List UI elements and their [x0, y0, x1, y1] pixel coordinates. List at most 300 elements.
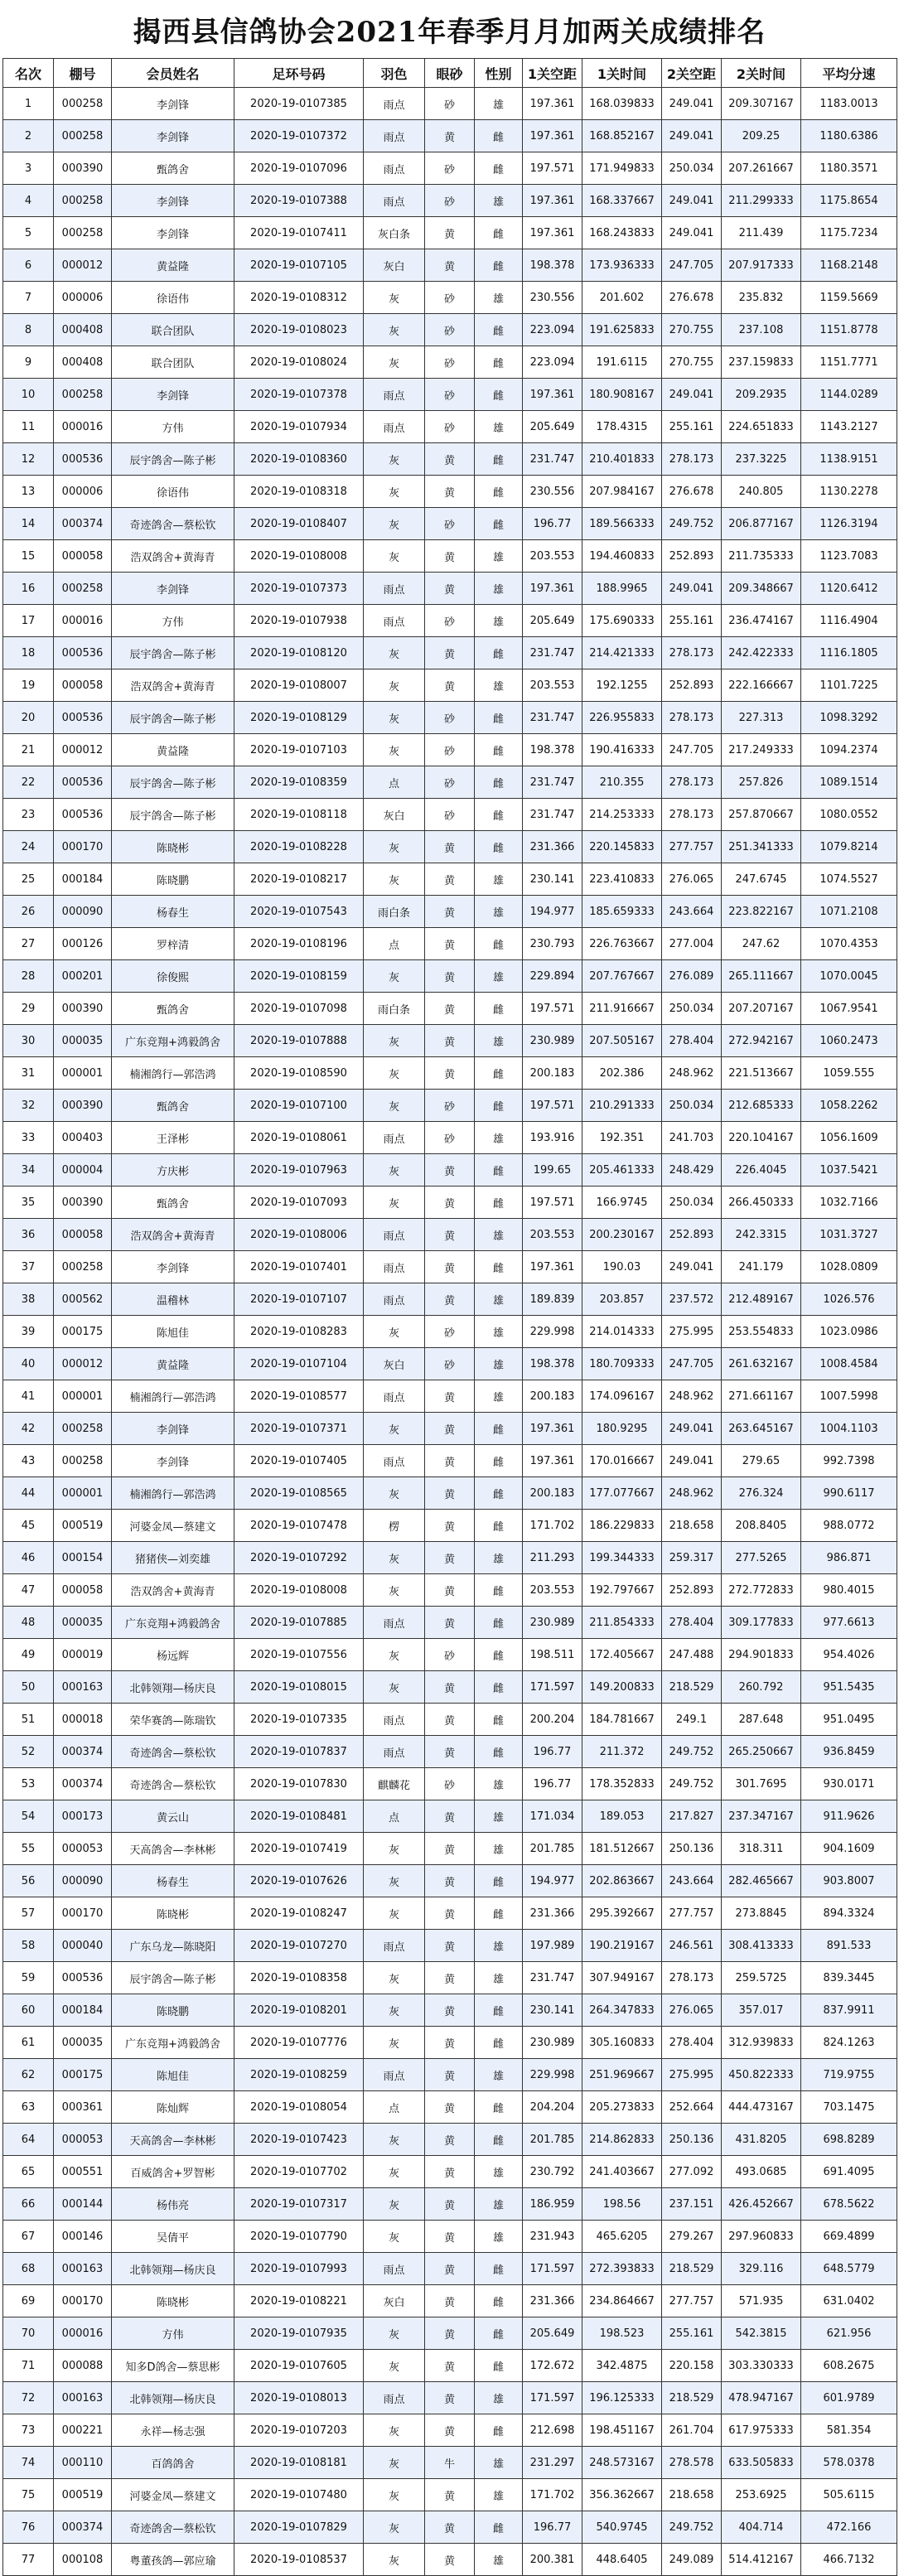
member-name-cell: 杨伟亮 [112, 2188, 234, 2221]
leg1-time-cell: 198.56 [582, 2188, 662, 2221]
ring-number-cell: 2020-19-0108196 [234, 928, 364, 960]
rank-cell: 42 [3, 1413, 54, 1445]
leg1-time-cell: 178.352833 [582, 1768, 662, 1800]
sex-cell: 雌 [475, 1607, 523, 1639]
color-cell: 灰白 [364, 799, 425, 831]
avg-speed-cell: 977.6613 [801, 1607, 897, 1639]
avg-speed-cell: 578.0378 [801, 2447, 897, 2479]
leg2-distance-cell: 278.404 [662, 1607, 722, 1639]
sex-cell: 雌 [475, 1639, 523, 1671]
leg1-time-cell: 210.401833 [582, 443, 662, 476]
loft-cell: 000390 [54, 152, 112, 185]
ring-number-cell: 2020-19-0108118 [234, 799, 364, 831]
rank-cell: 74 [3, 2447, 54, 2479]
table-row [3, 734, 897, 766]
ring-number-cell: 2020-19-0108008 [234, 540, 364, 573]
eye-cell: 黄 [425, 2124, 475, 2156]
leg2-time-cell: 259.5725 [722, 1962, 801, 1994]
leg2-time-cell: 235.832 [722, 282, 801, 314]
loft-cell: 000144 [54, 2188, 112, 2221]
ring-number-cell: 2020-19-0107605 [234, 2350, 364, 2382]
rank-cell: 27 [3, 928, 54, 960]
leg2-distance-cell: 248.962 [662, 1057, 722, 1090]
member-name-cell: 粤董孩鸽—郭应瑜 [112, 2544, 234, 2576]
rank-cell: 73 [3, 2414, 54, 2447]
ring-number-cell: 2020-19-0108007 [234, 669, 364, 702]
color-cell: 灰 [364, 2447, 425, 2479]
table-row [3, 2027, 897, 2059]
ring-number-cell: 2020-19-0108054 [234, 2091, 364, 2124]
sex-cell: 雄 [475, 2221, 523, 2253]
ring-number-cell: 2020-19-0107935 [234, 2317, 364, 2350]
rank-cell: 70 [3, 2317, 54, 2350]
rank-cell: 8 [3, 314, 54, 346]
eye-cell: 砂 [425, 1639, 475, 1671]
loft-cell: 000006 [54, 476, 112, 508]
leg2-distance-cell: 249.752 [662, 1768, 722, 1800]
member-name-cell: 李剑锋 [112, 1251, 234, 1283]
color-cell: 雨点 [364, 1380, 425, 1413]
rank-cell: 57 [3, 1897, 54, 1930]
member-name-cell: 辰宇鸽舍—陈子彬 [112, 702, 234, 734]
color-cell: 灰 [364, 1994, 425, 2027]
color-cell: 雨点 [364, 2059, 425, 2091]
loft-cell: 000390 [54, 1187, 112, 1219]
leg2-time-cell: 276.324 [722, 1477, 801, 1510]
sex-cell: 雌 [475, 508, 523, 540]
leg2-distance-cell: 250.034 [662, 1090, 722, 1122]
leg2-time-cell: 312.939833 [722, 2027, 801, 2059]
color-cell: 灰 [364, 1865, 425, 1897]
loft-cell: 000163 [54, 1671, 112, 1704]
leg1-distance-cell: 197.361 [523, 573, 582, 605]
table-row [3, 1607, 897, 1639]
rank-cell: 40 [3, 1348, 54, 1380]
sex-cell: 雌 [475, 2317, 523, 2350]
loft-cell: 000001 [54, 1057, 112, 1090]
leg2-distance-cell: 218.529 [662, 2253, 722, 2285]
leg1-time-cell: 465.6205 [582, 2221, 662, 2253]
rank-cell: 10 [3, 379, 54, 411]
rank-cell: 4 [3, 185, 54, 217]
ring-number-cell: 2020-19-0107829 [234, 2511, 364, 2544]
leg2-time-cell: 271.661167 [722, 1380, 801, 1413]
loft-cell: 000258 [54, 120, 112, 152]
leg2-time-cell: 220.104167 [722, 1122, 801, 1154]
ring-number-cell: 2020-19-0108217 [234, 863, 364, 896]
color-cell: 灰 [364, 2156, 425, 2188]
avg-speed-cell: 505.6115 [801, 2479, 897, 2511]
sex-cell: 雌 [475, 2414, 523, 2447]
avg-speed-cell: 824.1263 [801, 2027, 897, 2059]
eye-cell: 黄 [425, 2253, 475, 2285]
leg2-distance-cell: 252.893 [662, 669, 722, 702]
leg1-distance-cell: 205.649 [523, 2317, 582, 2350]
eye-cell: 黄 [425, 1187, 475, 1219]
leg1-time-cell: 202.386 [582, 1057, 662, 1090]
leg1-distance-cell: 230.141 [523, 863, 582, 896]
color-cell: 灰 [364, 2350, 425, 2382]
rank-cell: 30 [3, 1025, 54, 1057]
ring-number-cell: 2020-19-0107098 [234, 993, 364, 1025]
leg2-time-cell: 303.330333 [722, 2350, 801, 2382]
column-header: 足环号码 [234, 59, 364, 88]
member-name-cell: 浩双鸽舍+黄海青 [112, 669, 234, 702]
leg1-distance-cell: 223.094 [523, 346, 582, 379]
loft-cell: 000361 [54, 2091, 112, 2124]
eye-cell: 黄 [425, 2479, 475, 2511]
member-name-cell: 李剑锋 [112, 1413, 234, 1445]
ring-number-cell: 2020-19-0107411 [234, 217, 364, 249]
sex-cell: 雄 [475, 669, 523, 702]
member-name-cell: 广东竞翔+鸿毅鸽舍 [112, 1025, 234, 1057]
sex-cell: 雌 [475, 637, 523, 669]
table-row [3, 1187, 897, 1219]
member-name-cell: 楠湘鸽行—郭浩鸿 [112, 1380, 234, 1413]
avg-speed-cell: 1079.8214 [801, 831, 897, 863]
member-name-cell: 方伟 [112, 411, 234, 443]
color-cell: 雨点 [364, 573, 425, 605]
member-name-cell: 黄益隆 [112, 734, 234, 766]
leg1-time-cell: 226.955833 [582, 702, 662, 734]
color-cell: 雨点 [364, 120, 425, 152]
member-name-cell: 陈旭佳 [112, 1316, 234, 1348]
leg2-distance-cell: 218.529 [662, 1671, 722, 1704]
eye-cell: 黄 [425, 2414, 475, 2447]
eye-cell: 砂 [425, 379, 475, 411]
table-row [3, 702, 897, 734]
leg2-distance-cell: 259.317 [662, 1542, 722, 1574]
sex-cell: 雌 [475, 2350, 523, 2382]
leg1-distance-cell: 197.571 [523, 1090, 582, 1122]
eye-cell: 黄 [425, 573, 475, 605]
member-name-cell: 甄鸽舍 [112, 152, 234, 185]
table-row [3, 217, 897, 249]
rank-cell: 36 [3, 1219, 54, 1251]
rank-cell: 9 [3, 346, 54, 379]
loft-cell: 000001 [54, 1477, 112, 1510]
table-row [3, 2059, 897, 2091]
avg-speed-cell: 992.7398 [801, 1445, 897, 1477]
ring-number-cell: 2020-19-0107372 [234, 120, 364, 152]
leg1-time-cell: 226.763667 [582, 928, 662, 960]
column-header: 羽色 [364, 59, 425, 88]
table-row [3, 2511, 897, 2544]
color-cell: 灰 [364, 1671, 425, 1704]
eye-cell: 黄 [425, 120, 475, 152]
rank-cell: 35 [3, 1187, 54, 1219]
color-cell: 雨白条 [364, 993, 425, 1025]
leg2-time-cell: 237.3225 [722, 443, 801, 476]
leg1-distance-cell: 197.571 [523, 1187, 582, 1219]
leg2-distance-cell: 278.173 [662, 702, 722, 734]
avg-speed-cell: 1028.0809 [801, 1251, 897, 1283]
avg-speed-cell: 678.5622 [801, 2188, 897, 2221]
leg2-time-cell: 240.805 [722, 476, 801, 508]
color-cell: 灰 [364, 1316, 425, 1348]
leg1-time-cell: 166.9745 [582, 1187, 662, 1219]
sex-cell: 雌 [475, 2253, 523, 2285]
eye-cell: 黄 [425, 1574, 475, 1607]
leg1-time-cell: 214.421333 [582, 637, 662, 669]
sex-cell: 雄 [475, 88, 523, 120]
color-cell: 灰 [364, 1574, 425, 1607]
leg1-distance-cell: 198.378 [523, 734, 582, 766]
member-name-cell: 天高鸽舍—李林彬 [112, 1833, 234, 1865]
table-row [3, 1413, 897, 1445]
ring-number-cell: 2020-19-0107317 [234, 2188, 364, 2221]
member-name-cell: 北韩领翔—杨庆良 [112, 1671, 234, 1704]
avg-speed-cell: 1074.5527 [801, 863, 897, 896]
leg1-distance-cell: 194.977 [523, 1865, 582, 1897]
leg1-distance-cell: 197.361 [523, 217, 582, 249]
loft-cell: 000403 [54, 1122, 112, 1154]
table-row [3, 1316, 897, 1348]
rank-cell: 56 [3, 1865, 54, 1897]
sex-cell: 雌 [475, 1510, 523, 1542]
leg1-time-cell: 190.416333 [582, 734, 662, 766]
member-name-cell: 辰宇鸽舍—陈子彬 [112, 799, 234, 831]
member-name-cell: 奇迹鸽舍—蔡松钦 [112, 1736, 234, 1768]
rank-cell: 1 [3, 88, 54, 120]
eye-cell: 黄 [425, 1413, 475, 1445]
eye-cell: 黄 [425, 540, 475, 573]
leg2-time-cell: 211.735333 [722, 540, 801, 573]
member-name-cell: 百鸽鸽舍 [112, 2447, 234, 2479]
member-name-cell: 罗梓清 [112, 928, 234, 960]
leg2-distance-cell: 247.705 [662, 734, 722, 766]
leg1-time-cell: 190.219167 [582, 1930, 662, 1962]
leg2-distance-cell: 250.136 [662, 1833, 722, 1865]
sex-cell: 雌 [475, 1704, 523, 1736]
leg1-distance-cell: 171.034 [523, 1800, 582, 1833]
avg-speed-cell: 1126.3194 [801, 508, 897, 540]
loft-cell: 000126 [54, 928, 112, 960]
eye-cell: 牛 [425, 2447, 475, 2479]
leg2-time-cell: 237.159833 [722, 346, 801, 379]
table-row [3, 2479, 897, 2511]
loft-cell: 000184 [54, 1994, 112, 2027]
leg1-distance-cell: 230.989 [523, 2027, 582, 2059]
ring-number-cell: 2020-19-0107203 [234, 2414, 364, 2447]
sex-cell: 雄 [475, 2544, 523, 2576]
table-row [3, 928, 897, 960]
rank-cell: 63 [3, 2091, 54, 2124]
table-row [3, 993, 897, 1025]
loft-cell: 000035 [54, 1025, 112, 1057]
ring-number-cell: 2020-19-0107378 [234, 379, 364, 411]
avg-speed-cell: 1058.2262 [801, 1090, 897, 1122]
member-name-cell: 方伟 [112, 605, 234, 637]
leg2-time-cell: 318.311 [722, 1833, 801, 1865]
table-row [3, 766, 897, 799]
loft-cell: 000173 [54, 1800, 112, 1833]
avg-speed-cell: 1175.7234 [801, 217, 897, 249]
table-row [3, 1025, 897, 1057]
rank-cell: 69 [3, 2285, 54, 2317]
leg1-distance-cell: 229.998 [523, 1316, 582, 1348]
member-name-cell: 徐语伟 [112, 476, 234, 508]
member-name-cell: 广东乌龙—陈晓阳 [112, 1930, 234, 1962]
member-name-cell: 徐语伟 [112, 282, 234, 314]
eye-cell: 黄 [425, 896, 475, 928]
leg2-distance-cell: 278.404 [662, 2027, 722, 2059]
loft-cell: 000154 [54, 1542, 112, 1574]
leg2-distance-cell: 243.664 [662, 1865, 722, 1897]
rank-cell: 54 [3, 1800, 54, 1833]
leg2-time-cell: 257.826 [722, 766, 801, 799]
avg-speed-cell: 990.6117 [801, 1477, 897, 1510]
color-cell: 雨点 [364, 1251, 425, 1283]
avg-speed-cell: 581.354 [801, 2414, 897, 2447]
avg-speed-cell: 601.9789 [801, 2382, 897, 2414]
rank-cell: 43 [3, 1445, 54, 1477]
loft-cell: 000258 [54, 185, 112, 217]
rank-cell: 45 [3, 1510, 54, 1542]
leg2-time-cell: 211.439 [722, 217, 801, 249]
member-name-cell: 广东竞翔+鸿毅鸽舍 [112, 2027, 234, 2059]
column-header: 2关空距 [662, 59, 722, 88]
avg-speed-cell: 703.1475 [801, 2091, 897, 2124]
avg-speed-cell: 1026.576 [801, 1283, 897, 1316]
leg2-distance-cell: 250.034 [662, 993, 722, 1025]
leg1-time-cell: 211.916667 [582, 993, 662, 1025]
table-row [3, 1380, 897, 1413]
ring-number-cell: 2020-19-0107103 [234, 734, 364, 766]
leg1-time-cell: 191.625833 [582, 314, 662, 346]
leg1-time-cell: 180.709333 [582, 1348, 662, 1380]
leg1-time-cell: 174.096167 [582, 1380, 662, 1413]
leg2-distance-cell: 252.893 [662, 1574, 722, 1607]
leg1-time-cell: 305.160833 [582, 2027, 662, 2059]
avg-speed-cell: 1130.2278 [801, 476, 897, 508]
eye-cell: 黄 [425, 1607, 475, 1639]
leg2-time-cell: 241.179 [722, 1251, 801, 1283]
eye-cell: 黄 [425, 2091, 475, 2124]
ring-number-cell: 2020-19-0107270 [234, 1930, 364, 1962]
ring-number-cell: 2020-19-0108013 [234, 2382, 364, 2414]
sex-cell: 雄 [475, 1930, 523, 1962]
color-cell: 灰 [364, 2544, 425, 2576]
color-cell: 灰 [364, 1639, 425, 1671]
leg2-distance-cell: 278.173 [662, 1962, 722, 1994]
ring-number-cell: 2020-19-0108590 [234, 1057, 364, 1090]
table-row [3, 1477, 897, 1510]
ring-number-cell: 2020-19-0107934 [234, 411, 364, 443]
color-cell: 灰 [364, 1477, 425, 1510]
leg1-distance-cell: 197.571 [523, 152, 582, 185]
column-header: 名次 [3, 59, 54, 88]
avg-speed-cell: 466.7132 [801, 2544, 897, 2576]
eye-cell: 砂 [425, 508, 475, 540]
avg-speed-cell: 1037.5421 [801, 1154, 897, 1187]
leg1-time-cell: 189.566333 [582, 508, 662, 540]
avg-speed-cell: 1023.0986 [801, 1316, 897, 1348]
leg1-time-cell: 220.145833 [582, 831, 662, 863]
eye-cell: 黄 [425, 1057, 475, 1090]
leg2-time-cell: 224.651833 [722, 411, 801, 443]
rank-cell: 19 [3, 669, 54, 702]
eye-cell: 黄 [425, 1704, 475, 1736]
leg2-time-cell: 251.341333 [722, 831, 801, 863]
loft-cell: 000170 [54, 1897, 112, 1930]
leg2-time-cell: 253.554833 [722, 1316, 801, 1348]
loft-cell: 000390 [54, 1090, 112, 1122]
leg1-distance-cell: 171.702 [523, 2479, 582, 2511]
ring-number-cell: 2020-19-0107107 [234, 1283, 364, 1316]
table-row [3, 1768, 897, 1800]
table-row [3, 1704, 897, 1736]
leg1-distance-cell: 231.747 [523, 702, 582, 734]
table-row [3, 863, 897, 896]
leg2-distance-cell: 247.705 [662, 1348, 722, 1380]
page-title: 揭西县信鸽协会2021年春季月月加两关成绩排名 [133, 16, 766, 49]
color-cell: 雨点 [364, 152, 425, 185]
color-cell: 灰 [364, 2124, 425, 2156]
eye-cell: 砂 [425, 314, 475, 346]
color-cell: 雨点 [364, 379, 425, 411]
sex-cell: 雌 [475, 379, 523, 411]
leg2-distance-cell: 218.658 [662, 2479, 722, 2511]
leg2-time-cell: 227.313 [722, 702, 801, 734]
leg2-time-cell: 247.6745 [722, 863, 801, 896]
ring-number-cell: 2020-19-0108359 [234, 766, 364, 799]
leg2-distance-cell: 252.664 [662, 2091, 722, 2124]
leg1-distance-cell: 171.597 [523, 2382, 582, 2414]
leg1-time-cell: 201.602 [582, 282, 662, 314]
rank-cell: 3 [3, 152, 54, 185]
rank-cell: 62 [3, 2059, 54, 2091]
eye-cell: 黄 [425, 1283, 475, 1316]
avg-speed-cell: 1123.7083 [801, 540, 897, 573]
ring-number-cell: 2020-19-0108481 [234, 1800, 364, 1833]
sex-cell: 雌 [475, 993, 523, 1025]
leg1-time-cell: 168.337667 [582, 185, 662, 217]
sex-cell: 雄 [475, 573, 523, 605]
color-cell: 灰 [364, 2221, 425, 2253]
ring-number-cell: 2020-19-0107388 [234, 185, 364, 217]
eye-cell: 砂 [425, 152, 475, 185]
leg1-time-cell: 200.230167 [582, 1219, 662, 1251]
table-row [3, 1930, 897, 1962]
leg1-time-cell: 170.016667 [582, 1445, 662, 1477]
table-row [3, 2156, 897, 2188]
column-header: 性别 [475, 59, 523, 88]
color-cell: 雨点 [364, 1930, 425, 1962]
ring-number-cell: 2020-19-0107556 [234, 1639, 364, 1671]
sex-cell: 雌 [475, 2124, 523, 2156]
color-cell: 灰 [364, 314, 425, 346]
sex-cell: 雌 [475, 766, 523, 799]
leg1-distance-cell: 196.77 [523, 1736, 582, 1768]
leg1-time-cell: 295.392667 [582, 1897, 662, 1930]
sex-cell: 雄 [475, 2447, 523, 2479]
avg-speed-cell: 698.8289 [801, 2124, 897, 2156]
eye-cell: 黄 [425, 1897, 475, 1930]
loft-cell: 000562 [54, 1283, 112, 1316]
avg-speed-cell: 980.4015 [801, 1574, 897, 1607]
sex-cell: 雌 [475, 734, 523, 766]
leg1-time-cell: 181.512667 [582, 1833, 662, 1865]
loft-cell: 000004 [54, 1154, 112, 1187]
leg2-time-cell: 207.207167 [722, 993, 801, 1025]
rank-cell: 33 [3, 1122, 54, 1154]
avg-speed-cell: 1120.6412 [801, 573, 897, 605]
leg2-time-cell: 265.250667 [722, 1736, 801, 1768]
leg2-distance-cell: 275.995 [662, 2059, 722, 2091]
eye-cell: 黄 [425, 1671, 475, 1704]
color-cell: 雨点 [364, 1445, 425, 1477]
